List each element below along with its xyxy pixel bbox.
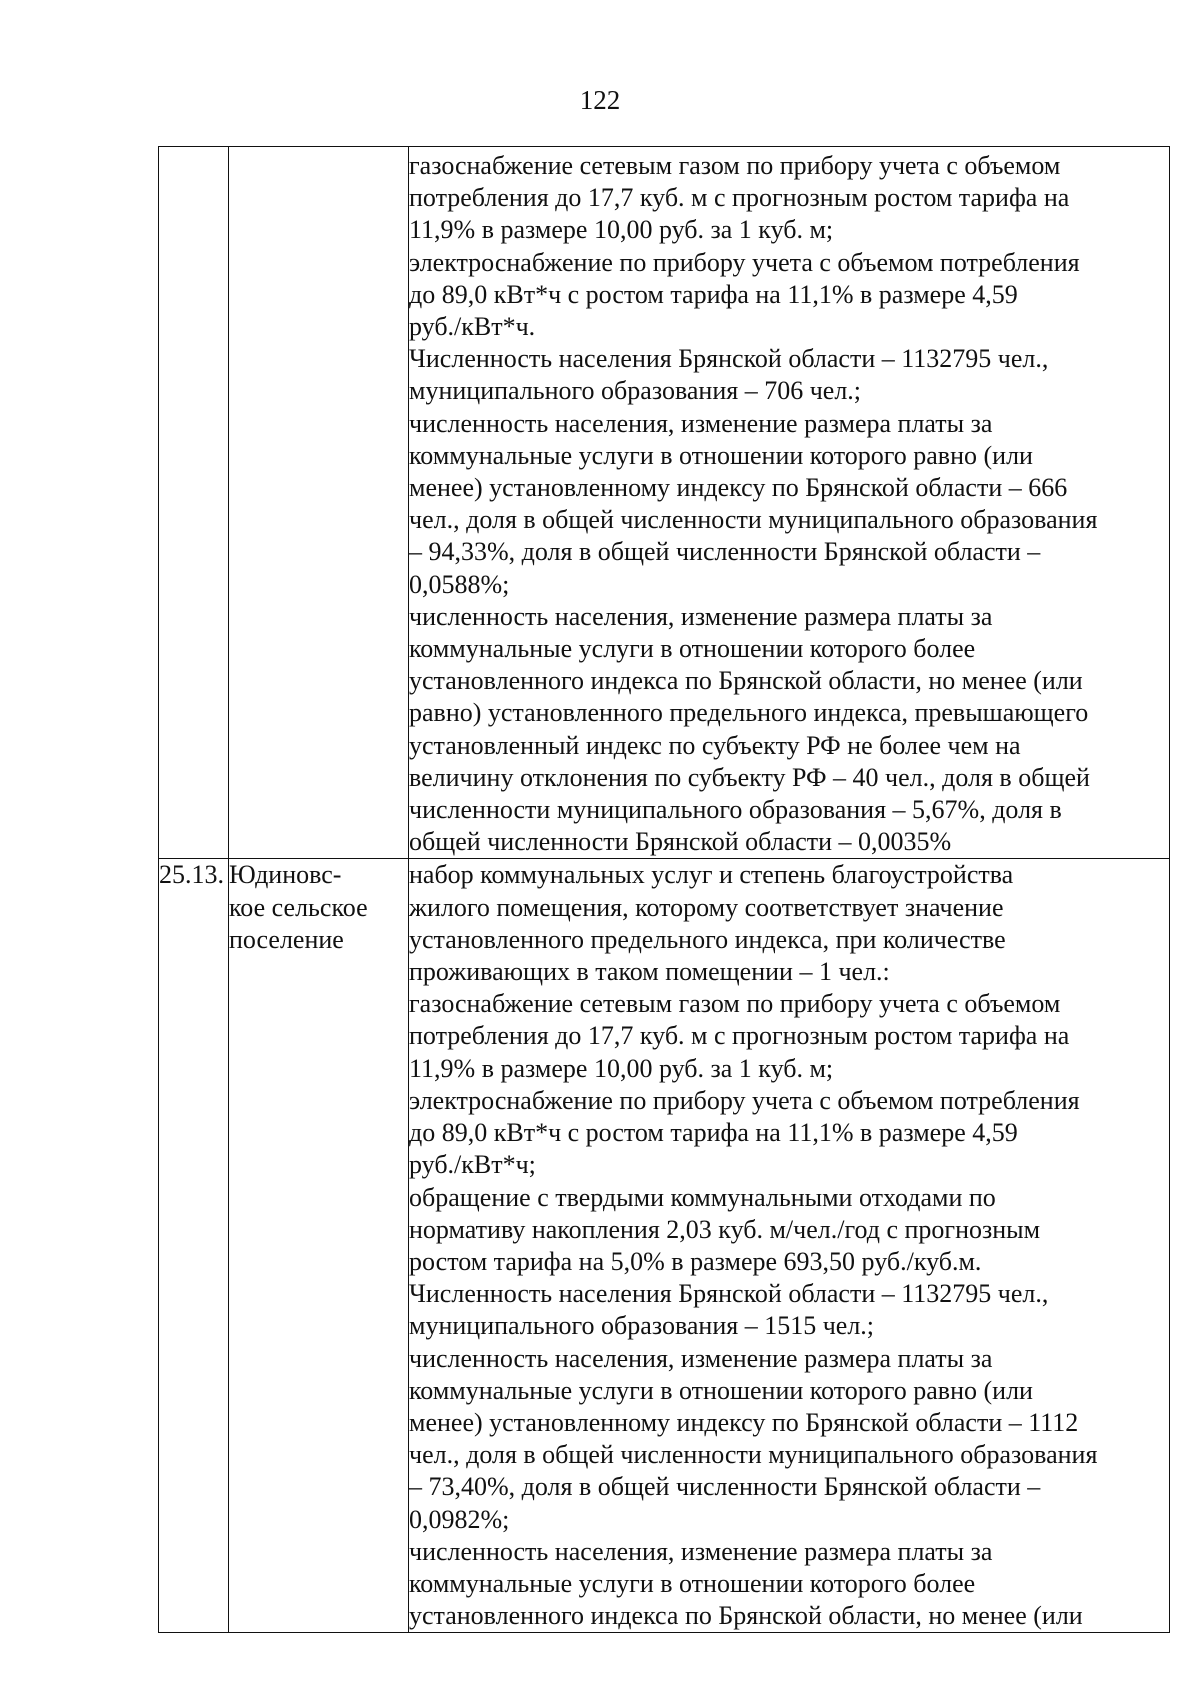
text-line: численности муниципального образования – 5,67%, доля в (409, 795, 1062, 825)
text-line: руб./кВт*ч. (409, 312, 536, 342)
text-line: 0,0982%; (409, 1504, 510, 1534)
text-line: – 94,33%, доля в общей численности Брянской области – (409, 537, 1041, 567)
text-line: до 89,0 кВт*ч с ростом тарифа на 11,1% в размере 4,59 (409, 279, 1018, 309)
text-line: общей численности Брянской области – 0,0035% (409, 827, 952, 857)
text-line: потребления до 17,7 куб. м с прогнозным ростом тарифа на (409, 183, 1070, 213)
row-number-cell: 25.13. (159, 859, 229, 1633)
text-line: чел., доля в общей численности муниципального образования (409, 505, 1098, 535)
page-number: 122 (579, 85, 621, 115)
text-line: жилого помещения, которому соответствует значение (409, 892, 1004, 922)
name-line: кое сельское (229, 892, 368, 922)
text-line: численность населения, изменение размера платы за (409, 1343, 993, 1373)
text-line: коммунальные услуги в отношении которого равно (или (409, 1375, 1033, 1405)
text-line: величину отклонения по субъекту РФ – 40 чел., доля в общей (409, 762, 1090, 792)
document-table (158, 146, 1170, 1633)
text-line: муниципального образования – 1515 чел.; (409, 1311, 875, 1341)
municipality-name-cell (229, 859, 409, 1633)
text-line: до 89,0 кВт*ч с ростом тарифа на 11,1% в размере 4,59 (409, 1118, 1018, 1148)
municipality-name-cell (229, 147, 409, 859)
text-line: численность населения, изменение размера платы за (409, 1536, 993, 1566)
text-line: нормативу накопления 2,03 куб. м/чел./год с прогнозным (409, 1214, 1041, 1244)
text-line: газоснабжение сетевым газом по прибору учета с объемом (409, 989, 1061, 1019)
text-line: 11,9% в размере 10,00 руб. за 1 куб. м; (409, 1053, 834, 1083)
text-line: коммунальные услуги в отношении которого более (409, 634, 976, 664)
text-line: – 73,40%, доля в общей численности Брянской области – (409, 1472, 1041, 1502)
text-line: чел., доля в общей численности муниципального образования (409, 1440, 1098, 1470)
row-number-cell (159, 147, 229, 859)
text-line: численность населения, изменение размера платы за (409, 408, 993, 438)
text-line: газоснабжение сетевым газом по прибору учета с объемом (409, 151, 1061, 180)
text-line: установленного индекса по Брянской области, но менее (или (409, 666, 1083, 696)
text-line: муниципального образования – 706 чел.; (409, 376, 862, 406)
text-line: коммунальные услуги в отношении которого более (409, 1568, 976, 1598)
text-line: коммунальные услуги в отношении которого равно (или (409, 440, 1033, 470)
description-cell (409, 859, 1170, 1633)
table-row (159, 147, 1170, 859)
text-line: набор коммунальных услуг и степень благоустройства (409, 860, 1014, 890)
text-line: ростом тарифа на 5,0% в размере 693,50 руб./куб.м. (409, 1246, 982, 1276)
text-line: 11,9% в размере 10,00 руб. за 1 куб. м; (409, 215, 834, 245)
text-line: руб./кВт*ч; (409, 1150, 536, 1180)
text-line: установленного индекса по Брянской области, но менее (или (409, 1601, 1083, 1631)
description-cell (409, 147, 1170, 859)
text-line: электроснабжение по прибору учета с объемом потребления (409, 247, 1080, 277)
text-line: проживающих в таком помещении – 1 чел.: (409, 957, 890, 987)
text-line: менее) установленному индексу по Брянской области – 1112 (409, 1407, 1079, 1437)
table-row (159, 859, 1170, 1633)
text-line: установленный индекс по субъекту РФ не более чем на (409, 730, 1021, 760)
text-line: установленного предельного индекса, при количестве (409, 924, 1006, 954)
text-line: Численность населения Брянской области – 1132795 чел., (409, 1279, 1049, 1309)
name-line: поселение (229, 924, 344, 954)
text-line: обращение с твердыми коммунальными отходами по (409, 1182, 996, 1212)
text-line: численность населения, изменение размера платы за (409, 601, 993, 631)
text-line: равно) установленного предельного индекса, превышающего (409, 698, 1089, 728)
text-line: электроснабжение по прибору учета с объемом потребления (409, 1085, 1080, 1115)
text-line: менее) установленному индексу по Брянской области – 666 (409, 473, 1068, 503)
text-line: 0,0588%; (409, 569, 510, 599)
text-line: потребления до 17,7 куб. м с прогнозным ростом тарифа на (409, 1021, 1070, 1051)
text-line: Численность населения Брянской области – 1132795 чел., (409, 344, 1049, 374)
name-line: Юдиновс- (229, 860, 342, 890)
